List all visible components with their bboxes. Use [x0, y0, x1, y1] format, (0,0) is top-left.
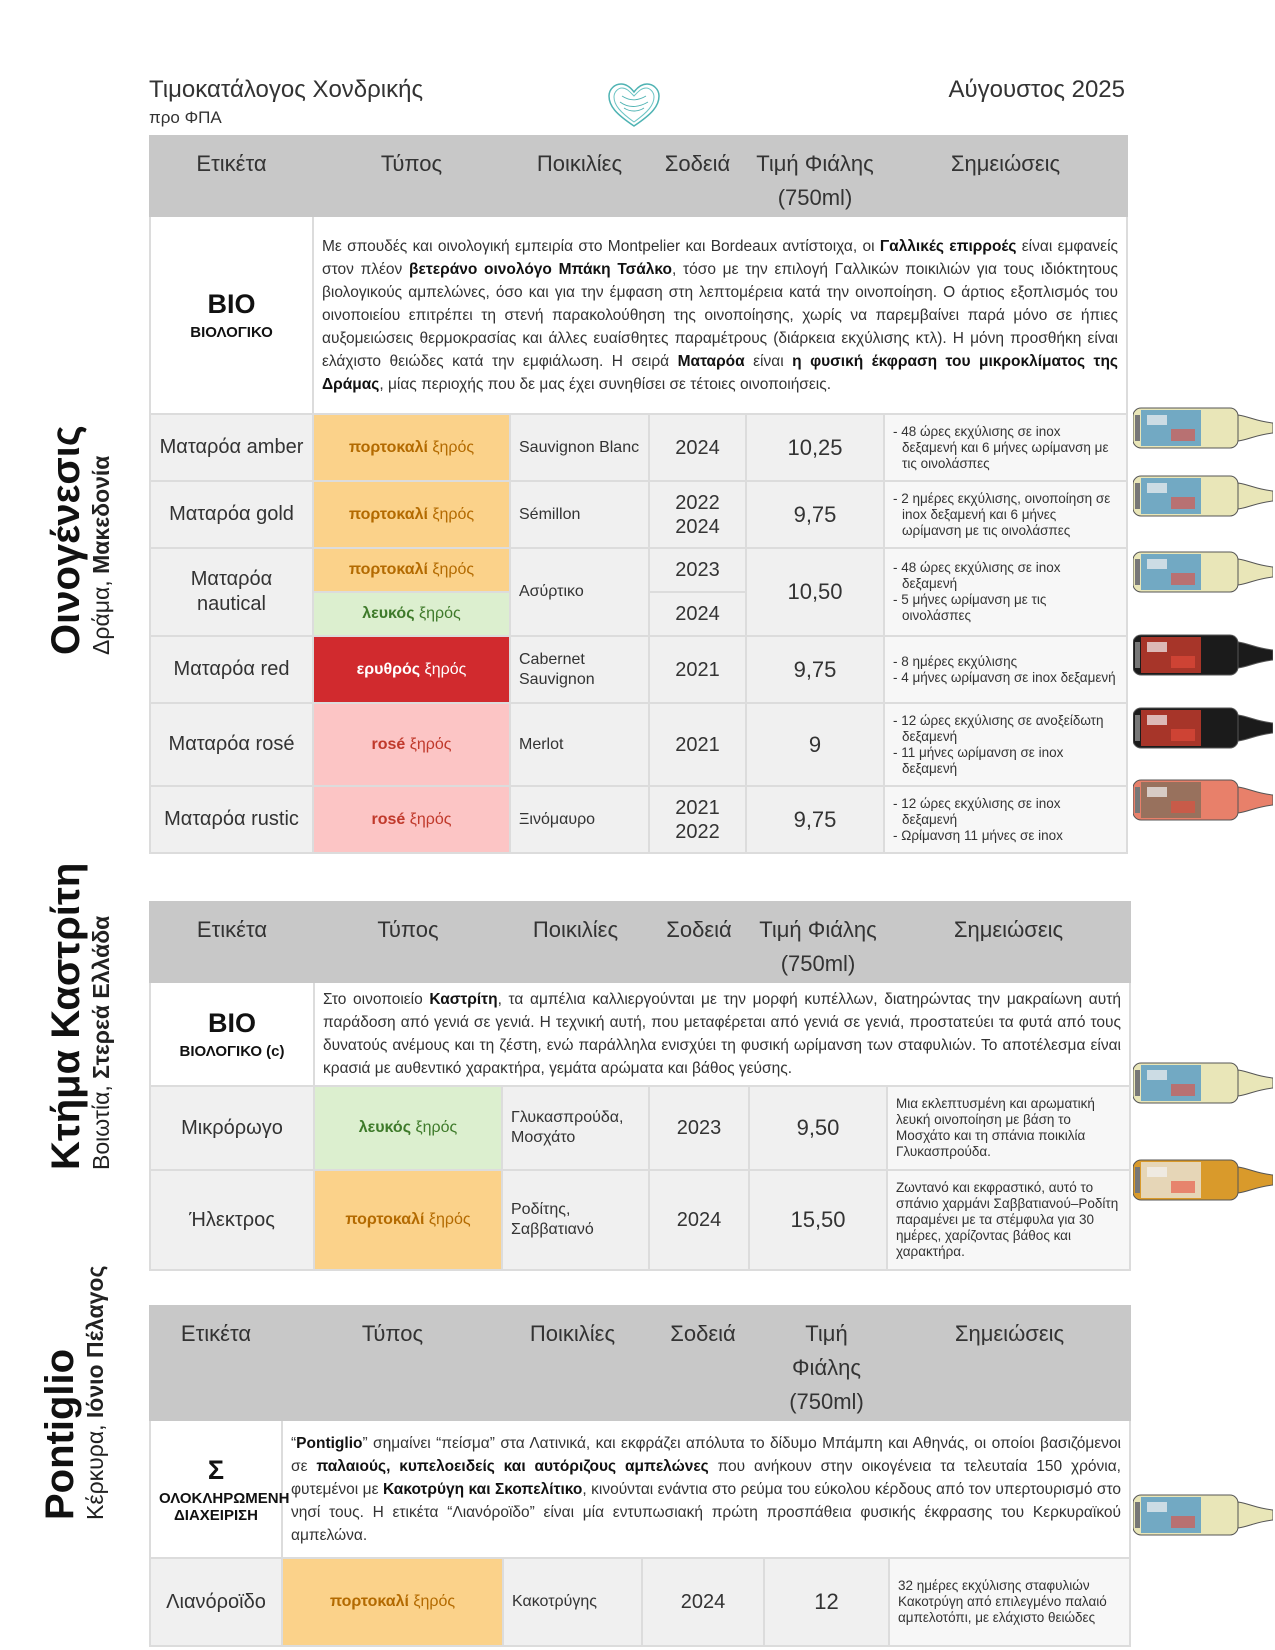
- col-price-header: Τιμή Φιάλης (750ml): [746, 136, 884, 216]
- wine-varieties: Sémillon: [510, 481, 649, 548]
- winery-description: Με σπουδές και οινολογική εμπειρία στο Montpelier και Bordeaux αντίστοιχα, οι Γαλλικές επιρροές είναι εμφανείς στον πλέον βετεράνο οινολόγο Μπάκη Τσάλκο, τόσο με την επιλογή Γαλλικών ποικιλιών για τους ιδιόκτητους βιολογικούς αμπελώνες, όσο και για την έμφαση στη λεπτομέρεια κατά την οινοποίηση. Ο άρτιος εξοπλισμός του οινοποιείου επιτρέπει τη στενή παρακολούθηση της οινοποίησης, χωρίς να παρεμβαίνει παρά μόνο σε ήπιες αυξομειώσεις θερμοκρασίας και άλλες ευαίσθητες παραμέτρους (διάρκεια εκχύλισης κτλ). Η μόνη προσθήκη είναι ελάχιστο θειώδες κατά την εμφιάλωση. Η σειρά Ματαρόα είναι η φυσική έκφραση του μικροκλίματος της Δράμας, μίας περιοχής που δε μας έχει συνηθίσει σε τέτοιες οινοποιήσεις.: [313, 216, 1127, 414]
- note-item: - Ωρίμανση 11 μήνες σε inox: [893, 827, 1063, 843]
- wine-vintage: 2024: [649, 592, 746, 636]
- wine-label: Ματαρόα rosé: [150, 703, 313, 786]
- wine-label: Μικρόρωγο: [150, 1086, 314, 1170]
- rose-wine-bottle-icon: [1133, 775, 1273, 825]
- col-varieties-header: Ποικιλίες: [503, 1306, 642, 1420]
- wine-type-green: λευκός ξηρός: [314, 1086, 502, 1170]
- wine-row: [150, 548, 1127, 592]
- badge-main: Σ: [207, 1454, 225, 1485]
- certification-badge: [150, 1420, 290, 1558]
- page-date: Αύγουστος 2025: [948, 76, 1125, 103]
- winery-description-row: [150, 982, 1130, 1086]
- wine-type-pink: rosé ξηρός: [313, 703, 510, 786]
- badge-main: ΒΙΟ: [207, 289, 256, 319]
- note-item: - 5 μήνες ωρίμανση με τις οινολάσπες: [893, 592, 1047, 623]
- orange-wine-bottle-icon: [1133, 1155, 1273, 1205]
- wine-vintage: 2021: [649, 636, 746, 703]
- wine-label: Ματαρόα gold: [150, 481, 313, 548]
- wine-label: Ματαρόα nautical: [150, 548, 313, 636]
- col-type-header: Τύπος: [282, 1306, 503, 1420]
- wine-type-orange: πορτοκαλί ξηρός: [313, 481, 510, 548]
- note-item: Μια εκλεπτυσμένη και αρωματική λευκή οινοποίηση με βάση το Μοσχάτο και τη σπάνια ποικιλία Γλυκασπρούδα.: [896, 1096, 1095, 1159]
- col-vintage-header: Σοδειά: [642, 1306, 764, 1420]
- note-item: - 48 ώρες εκχύλισης σε inox δεξαμενή και 6 μήνες ωρίμανση με τις οινολάσπες: [893, 423, 1109, 471]
- wine-vintage: 2024: [642, 1558, 764, 1646]
- note-item: - 8 ημέρες εκχύλισης: [893, 653, 1018, 669]
- col-label-header: Ετικέτα: [150, 136, 313, 216]
- winery-name: Οινογένεσις: [44, 425, 88, 655]
- wine-label: Ήλεκτρος: [150, 1170, 314, 1270]
- wine-notes: [889, 1558, 1130, 1646]
- badge-sub: ΟΛΟΚΛΗΡΩΜΕΝΗ ΔΙΑΧΕΙΡΙΣΗ: [159, 1489, 290, 1524]
- note-item: - 12 ώρες εκχύλισης σε inox δεξαμενή: [893, 795, 1061, 827]
- wine-varieties: Ξινόμαυρο: [510, 786, 649, 853]
- wine-varieties: Ασύρτικο: [510, 548, 649, 636]
- heart-icon: [606, 82, 662, 130]
- col-varieties-header: Ποικιλίες: [502, 902, 649, 982]
- col-vintage-header: Σοδειά: [649, 902, 749, 982]
- badge-sub: ΒΙΟΛΟΓΙΚΟ (c): [179, 1043, 285, 1060]
- col-price-header: Τιμή Φιάλης (750ml): [764, 1306, 889, 1420]
- wine-vintage: 2022 2024: [649, 481, 746, 548]
- wine-notes: [884, 636, 1127, 703]
- wine-row: [150, 1170, 1130, 1270]
- wine-varieties: Merlot: [510, 703, 649, 786]
- wine-label: Ματαρόα amber: [150, 414, 313, 481]
- price-table-kastriti: [149, 901, 1131, 1271]
- white-wine-bottle-icon: [1133, 1490, 1273, 1540]
- col-notes-header: Σημειώσεις: [887, 902, 1130, 982]
- certification-badge: [150, 982, 314, 1086]
- wine-vintage: 2024: [649, 1170, 749, 1270]
- wine-row: [150, 786, 1127, 853]
- winery-description: “Pontiglio” σημαίνει “πείσμα” στα Λατινικά, και εκφράζει απόλυτα το δίδυμο Μπάμπη και Αθηνάς, οι οποίοι βασιζόμενοι σε παλαιούς, κυπελοειδείς και αυτόριζους αμπελώνες που ανήκουν στην οικογένεια τα τελευταία 150 χρόνια, φυτεμένοι με Κακοτρύγη και Σκοπελίτικο, κινούνται ενάντια στο ρεύμα του εύκολου κέρδους από τον υπερτουρισμό στο νησί τους. Η ετικέτα “Λιανόροϊδο” είναι μία εντυπωσιακή πρώτη προσπάθεια φυσικής έκφρασης του Κερκυραϊκού αμπελώνα.: [282, 1420, 1130, 1558]
- wine-notes: [884, 703, 1127, 786]
- wine-type-pink: rosé ξηρός: [313, 786, 510, 853]
- col-notes-header: Σημειώσεις: [884, 136, 1127, 216]
- white-wine-bottle-icon: [1133, 403, 1273, 453]
- certification-badge: [150, 216, 313, 414]
- col-label-header: Ετικέτα: [150, 1306, 282, 1420]
- note-item: - 2 ημέρες εκχύλισης, οινοποίηση σε inox δεξαμενή και 6 μήνες ωρίμανση με τις οινολάσπες: [893, 490, 1111, 538]
- wine-vintage: 2023: [649, 1086, 749, 1170]
- wine-price: 9,75: [746, 786, 884, 853]
- note-item: - 48 ώρες εκχύλισης σε inox δεξαμενή: [893, 560, 1061, 591]
- wine-varieties: Κακοτρύγης: [503, 1558, 642, 1646]
- page-title: Τιμοκατάλογος Χονδρικής: [149, 76, 424, 103]
- wine-type-orange: πορτοκαλί ξηρός: [314, 1170, 502, 1270]
- wine-varieties: Cabernet Sauvignon: [510, 636, 649, 703]
- winery-description: Στο οινοποιείο Καστρίτη, τα αμπέλια καλλιεργούνται με την μορφή κυπέλλων, διατηρώντας την μακραίωνη αυτή παράδοση από γενιά σε γενιά. Η τεχνική αυτή, που μεταφέρεται από γενιά σε γενιά, προστατεύει τα φυτά από τους δυνατούς ανέμους και τη ζέστη, ενώ παράλληλα ενισχύει τη φυσική ωρίμανση των σταφυλιών. Το αποτέλεσμα είναι κρασιά με αυθεντικό χαρακτήρα, γεμάτα αρώματα και βάθος γεύσης.: [314, 982, 1130, 1086]
- col-type-header: Τύπος: [313, 136, 510, 216]
- wine-vintage: 2021: [649, 703, 746, 786]
- wine-notes: [887, 1086, 1130, 1170]
- wine-row: [150, 414, 1127, 481]
- wine-price: 12: [764, 1558, 889, 1646]
- note-item: - 4 μήνες ωρίμανση σε inox δεξαμενή: [893, 669, 1116, 685]
- price-table-pontiglio: [149, 1305, 1131, 1647]
- wine-notes: [887, 1170, 1130, 1270]
- winery-description-row: [150, 1420, 1130, 1558]
- note-item: - 12 ώρες εκχύλισης σε ανοξείδωτη δεξαμενή: [893, 712, 1104, 744]
- wine-notes: [884, 786, 1127, 853]
- note-item: Ζωντανό και εκφραστικό, αυτό το σπάνιο χαρμάνι Σαββατιανού–Ροδίτη παραμένει με τα στέμφυλα για 30 ημέρες, χαρίζοντας βάθος και χαρακτήρα.: [896, 1180, 1119, 1259]
- wine-row: [150, 481, 1127, 548]
- wine-price: 10,50: [746, 548, 884, 636]
- wine-row: [150, 636, 1127, 703]
- col-varieties-header: Ποικιλίες: [510, 136, 649, 216]
- wine-price: 10,25: [746, 414, 884, 481]
- col-notes-header: Σημειώσεις: [889, 1306, 1130, 1420]
- wine-type-green: λευκός ξηρός: [313, 592, 510, 636]
- col-price-header: Τιμή Φιάλης (750ml): [749, 902, 887, 982]
- wine-vintage: 2023: [649, 548, 746, 592]
- price-table-oinogenesis: [149, 135, 1128, 854]
- page-subtitle: προ ΦΠΑ: [149, 108, 222, 127]
- wine-row: [150, 1558, 1130, 1646]
- white-wine-bottle-icon: [1133, 1058, 1273, 1108]
- wine-price: 9,50: [749, 1086, 887, 1170]
- table-header-row: [150, 902, 1130, 982]
- wine-row: [150, 1086, 1130, 1170]
- wine-label: Ματαρόα red: [150, 636, 313, 703]
- wine-price: 9,75: [746, 481, 884, 548]
- wine-type-orange: πορτοκαλί ξηρός: [313, 414, 510, 481]
- wine-varieties: Ροδίτης, Σαββατιανό: [502, 1170, 649, 1270]
- winery-name: Κτήμα Καστρίτη: [44, 862, 88, 1170]
- wine-vintage: 2021 2022: [649, 786, 746, 853]
- note-item: 32 ημέρες εκχύλισης σταφυλιών Κακοτρύγη από επιλεγμένο παλαιό αμπελοτόπι, με ελάχιστο θειώδες: [898, 1578, 1107, 1625]
- note-item: - 11 μήνες ωρίμανση σε inox δεξαμενή: [893, 744, 1064, 776]
- wine-label: Ματαρόα rustic: [150, 786, 313, 853]
- badge-main: ΒΙΟ: [207, 1008, 256, 1038]
- white-wine-bottle-icon: [1133, 471, 1273, 521]
- wine-notes: [884, 481, 1127, 548]
- wine-type-orange: πορτοκαλί ξηρός: [282, 1558, 503, 1646]
- wine-price: 9,75: [746, 636, 884, 703]
- red-wine-bottle-icon: [1133, 630, 1273, 680]
- wine-row: [150, 703, 1127, 786]
- wine-label: Λιανόροϊδο: [150, 1558, 282, 1646]
- wine-price: 9: [746, 703, 884, 786]
- table-header-row: [150, 1306, 1130, 1420]
- winery-description-row: [150, 216, 1127, 414]
- red-wine-bottle-icon: [1133, 703, 1273, 753]
- wine-varieties: Γλυκασπρούδα, Μοσχάτο: [502, 1086, 649, 1170]
- white-wine-bottle-icon: [1133, 547, 1273, 597]
- col-vintage-header: Σοδειά: [649, 136, 746, 216]
- badge-sub: ΒΙΟΛΟΓΙΚΟ: [190, 324, 273, 341]
- col-type-header: Τύπος: [314, 902, 502, 982]
- wine-type-orange: πορτοκαλί ξηρός: [313, 548, 510, 592]
- wine-notes: [884, 548, 1127, 636]
- table-header-row: [150, 136, 1127, 216]
- wine-vintage: 2024: [649, 414, 746, 481]
- winery-name: Pontiglio: [38, 1348, 82, 1520]
- wine-type-red: ερυθρός ξηρός: [313, 636, 510, 703]
- wine-varieties: Sauvignon Blanc: [510, 414, 649, 481]
- wine-notes: [884, 414, 1127, 481]
- wine-price: 15,50: [749, 1170, 887, 1270]
- col-label-header: Ετικέτα: [150, 902, 314, 982]
